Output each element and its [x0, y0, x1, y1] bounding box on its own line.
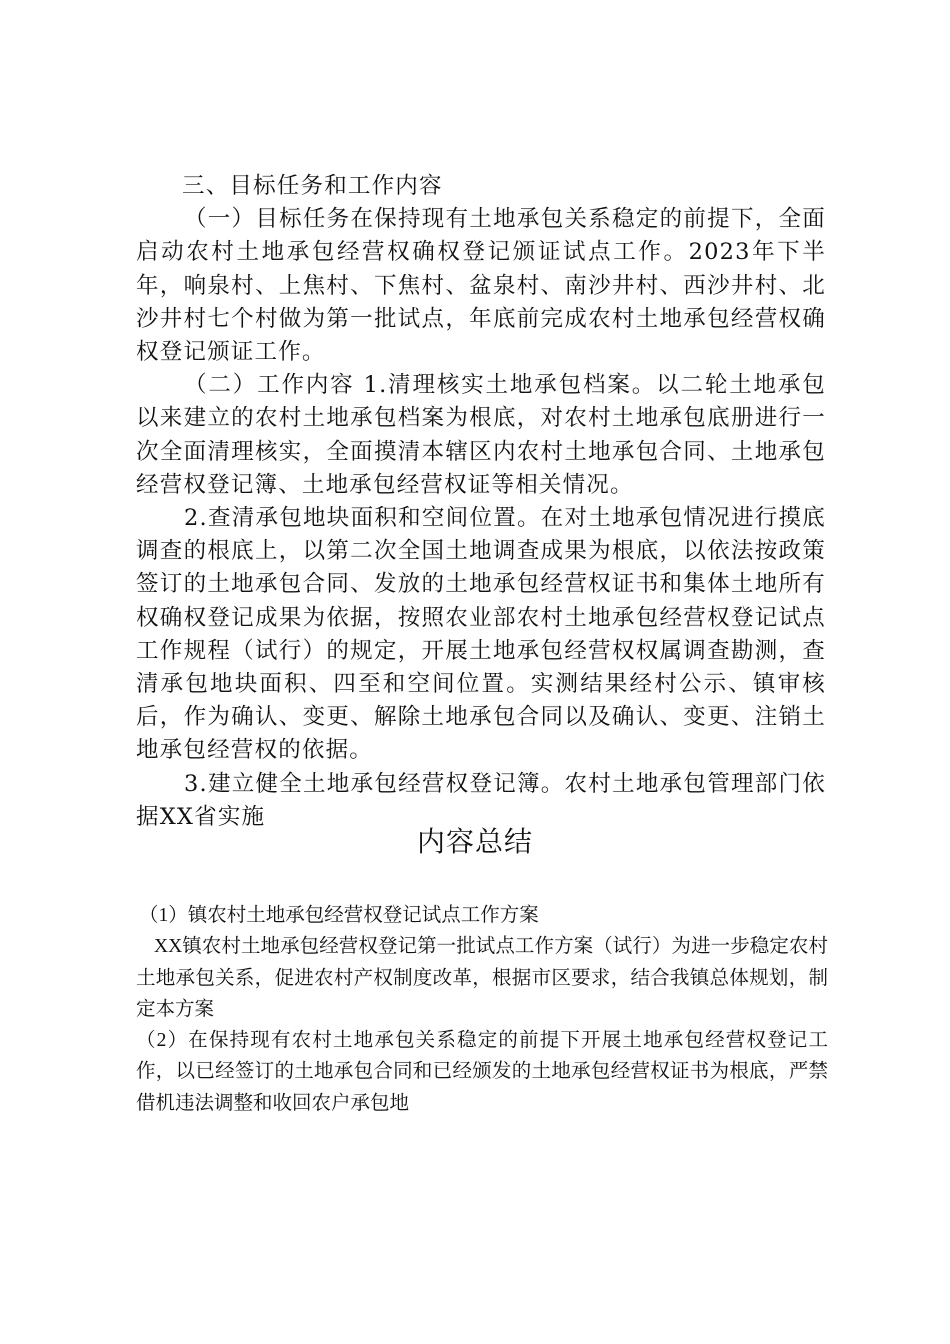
section-heading: 三、目标任务和工作内容: [182, 173, 443, 199]
paragraph-work-content: （二）工作内容 1.清理核实土地承包档案。以二轮土地承包以来建立的农村土地承包档案为根底，对农村土地承包底册进行一次全面清理核实，全面摸清本辖区内农村土地承包合同、土地承包经营权登记簿、土地承包经营权证等相关情况。: [136, 372, 826, 498]
summary-title: 内容总结: [416, 825, 533, 858]
main-body: [136, 170, 826, 834]
summary-body: [136, 900, 828, 1119]
paragraph-registry: 3.建立健全土地承包经营权登记簿。农村土地承包管理部门依据XX省实施: [136, 770, 826, 830]
summary-item-1-text: XX镇农村土地承包经营权登记第一批试点工作方案（试行）为进一步稳定农村土地承包关系，促进农村产权制度改革，根据市区要求，结合我镇总体规划，制定本方案: [136, 936, 828, 1020]
summary-item-1-heading: （1）镇农村土地承包经营权登记试点工作方案: [139, 905, 539, 926]
paragraph-survey: 2.查清承包地块面积和空间位置。在对土地承包情况进行摸底调查的根底上，以第二次全国土地调查成果为根底，以依法按政策签订的土地承包合同、发放的土地承包经营权证书和集体土地所有权确权登记成果为依据，按照农业部农村土地承包经营权登记试点工作规程（试行）的规定，开展土地承包经营权权属调查勘测，查清承包地块面积、四至和空间位置。实测结果经村公示、镇审核后，作为确认、变更、解除土地承包合同以及确认、变更、注销土地承包经营权的依据。: [136, 505, 826, 764]
paragraph-goal: （一）目标任务在保持现有土地承包关系稳定的前提下，全面启动农村土地承包经营权确权登记颁证试点工作。2023年下半年，响泉村、上焦村、下焦村、盆泉村、南沙井村、西沙井村、北沙井村七个村做为第一批试点，年底前完成农村土地承包经营权确权登记颁证工作。: [136, 206, 826, 366]
summary-item-2-text: （2）在保持现有农村土地承包关系稳定的前提下开展土地承包经营权登记工作，以已经签订的土地承包合同和已经颁发的土地承包经营权证书为根底，严禁借机违法调整和收回农户承包地: [136, 1030, 828, 1114]
